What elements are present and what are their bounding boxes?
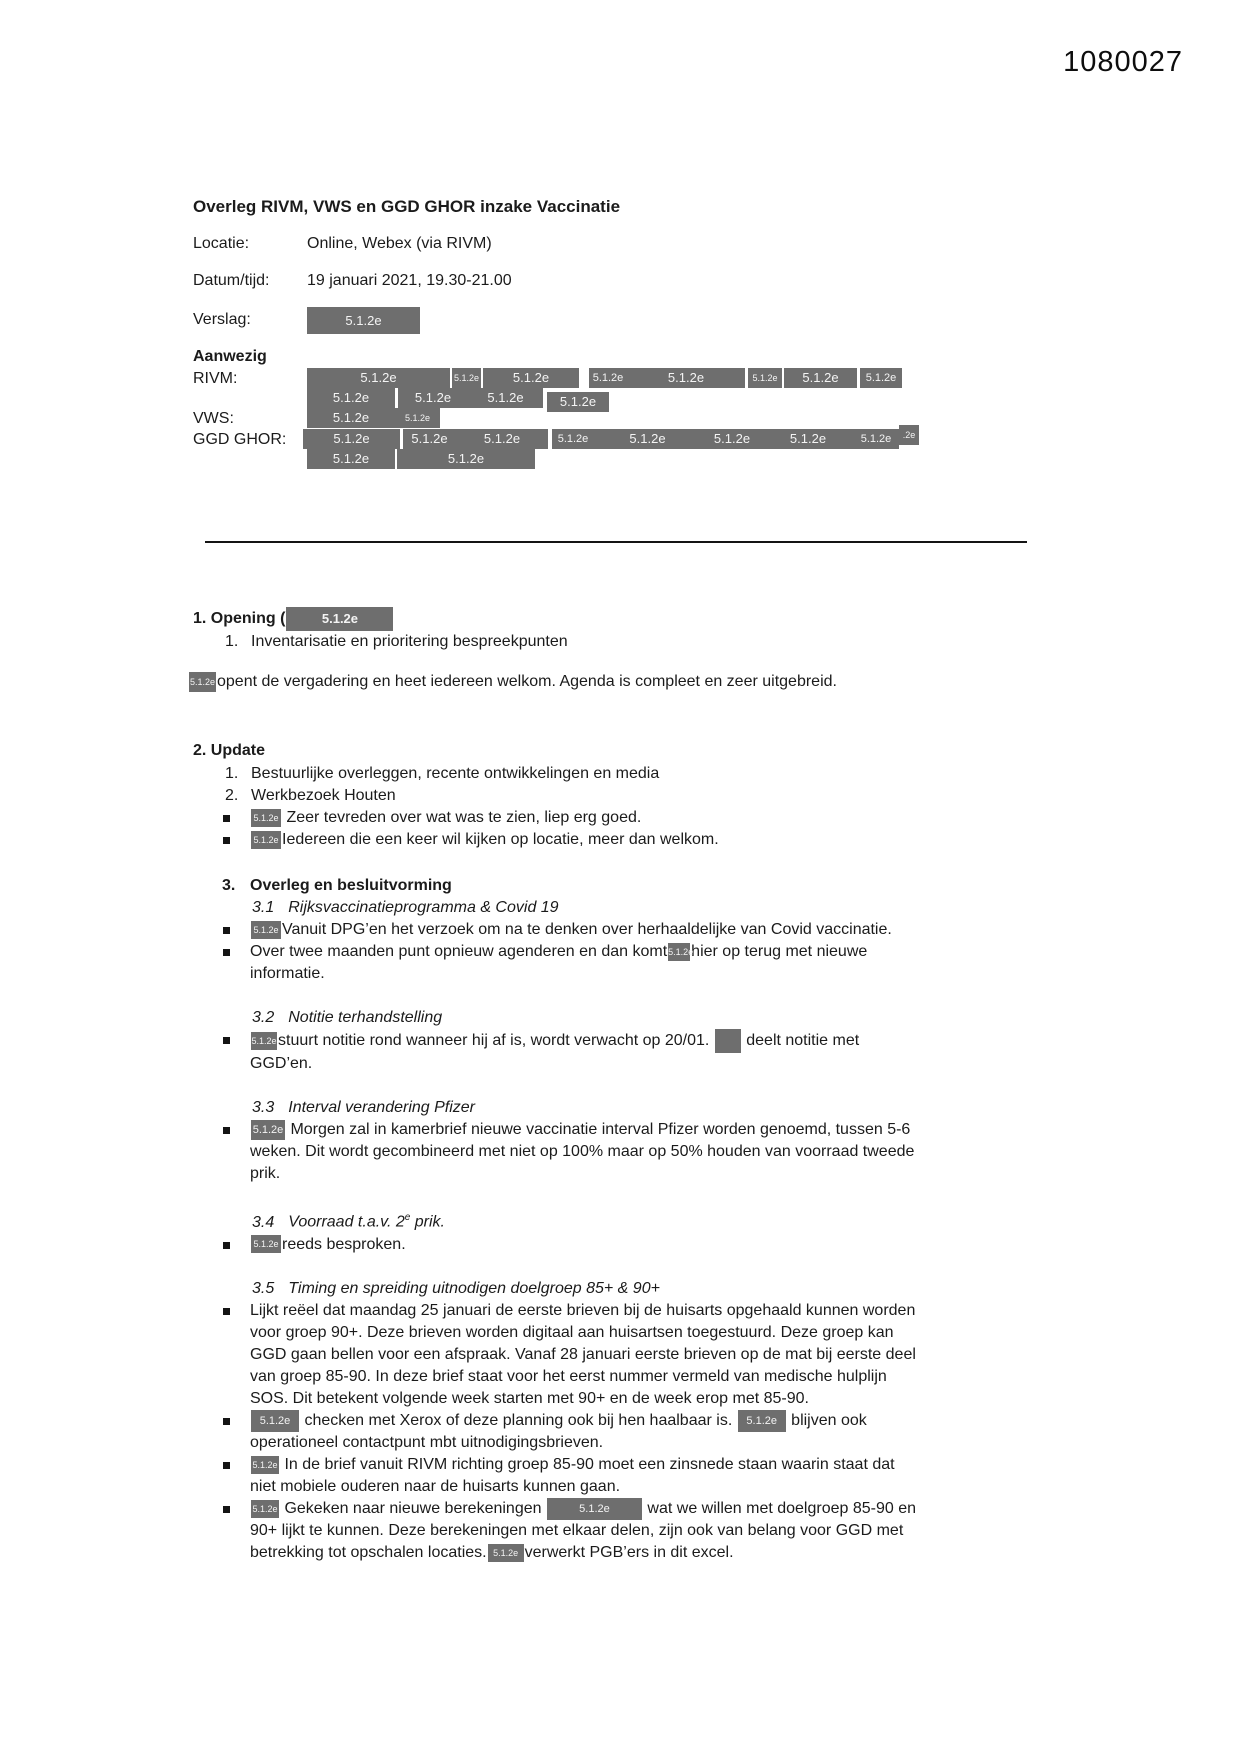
redaction-chip: 5.1.2e bbox=[307, 307, 420, 334]
field-row-locatie bbox=[193, 233, 1123, 255]
redaction-chip: 5.1.2e bbox=[398, 388, 468, 408]
subsection-number: 3.5 bbox=[252, 1279, 275, 1297]
redaction-chip: 5.1.2e bbox=[307, 388, 395, 408]
redaction-chip: 5.1.2e bbox=[395, 408, 440, 428]
bullet-marker-icon bbox=[223, 1506, 230, 1513]
redaction-chip: 5.1.2e bbox=[701, 429, 763, 449]
bullet-marker-icon bbox=[223, 1242, 230, 1249]
bullet-item bbox=[193, 1454, 1123, 1498]
numbered-list-item bbox=[193, 631, 1123, 653]
redaction-chip: 5.1.2e bbox=[738, 1410, 786, 1432]
bullet-text bbox=[250, 1234, 918, 1256]
numbered-list-item bbox=[193, 763, 1123, 785]
bullet-item bbox=[193, 829, 1123, 851]
text-run: prik. bbox=[410, 1213, 445, 1231]
redaction-chip: 5.1.2e bbox=[860, 368, 902, 388]
text-run: Interval verandering Pfizer bbox=[288, 1099, 476, 1117]
bullet-marker-icon bbox=[223, 1308, 230, 1315]
text-run: deelt notitie met GGD’en. bbox=[250, 1032, 860, 1073]
subsection-number: 3.2 bbox=[252, 1009, 275, 1027]
bullet-text bbox=[250, 1119, 918, 1185]
section-heading bbox=[193, 875, 1123, 897]
attendee-label: VWS: bbox=[193, 410, 234, 427]
text-run: Gekeken naar nieuwe berekeningen bbox=[280, 1500, 546, 1518]
field-value: Online, Webex (via RIVM) bbox=[307, 235, 492, 252]
subsection-heading bbox=[252, 1097, 1123, 1119]
bullet-marker-icon bbox=[223, 927, 230, 934]
redaction-chip: 5.1.2e bbox=[189, 672, 216, 692]
field-label: Locatie: bbox=[193, 235, 250, 252]
bullet-item bbox=[193, 1234, 1123, 1256]
redaction-chip: 5.1.2e bbox=[307, 408, 395, 428]
redaction-chip: 5.1.2e bbox=[748, 368, 782, 388]
aanwezig-heading: Aanwezig bbox=[193, 348, 267, 365]
redaction-chip: .2e bbox=[899, 425, 919, 445]
attendee-redactions bbox=[307, 429, 1123, 469]
redaction-chip: 5.1.2e bbox=[251, 1410, 299, 1432]
text-run: checken met Xerox of deze planning ook bij hen haalbaar is. bbox=[300, 1411, 737, 1429]
bullet-text bbox=[250, 919, 918, 941]
attendee-redactions bbox=[307, 368, 1123, 408]
bullet-text bbox=[250, 829, 918, 851]
section-number: 3. bbox=[222, 877, 236, 895]
redaction-chip: 5.1.2e bbox=[251, 809, 281, 827]
redaction-chip: 5.1.2e bbox=[403, 429, 456, 449]
redaction-chip: 5.1.2e bbox=[589, 368, 627, 388]
redaction-chip: 5.1.2e bbox=[456, 429, 548, 449]
redaction-chip: 5.1.2e bbox=[251, 921, 281, 939]
bullet-item bbox=[193, 1119, 1123, 1185]
bullet-marker-icon bbox=[223, 949, 230, 956]
bullet-marker-icon bbox=[223, 1462, 230, 1469]
spacer bbox=[193, 1256, 1123, 1278]
section-heading bbox=[193, 739, 1123, 763]
attendee-redactions bbox=[307, 408, 1123, 429]
subsection-number: 3.1 bbox=[252, 899, 275, 917]
attendee-row bbox=[193, 429, 1123, 469]
field-row-verslag bbox=[193, 306, 1123, 334]
redaction-chip: 5.1.2e bbox=[547, 392, 609, 412]
attendee-label: RIVM: bbox=[193, 370, 238, 387]
redaction-chip: 5.1.2e bbox=[468, 388, 543, 408]
redaction-chip bbox=[715, 1029, 741, 1053]
list-item-text: Bestuurlijke overleggen, recente ontwikkelingen en media bbox=[251, 765, 660, 783]
doc-number: 1080027 bbox=[1063, 46, 1183, 78]
section-heading bbox=[193, 607, 1123, 631]
attendee-label: GGD GHOR: bbox=[193, 431, 287, 448]
text-run: reeds besproken. bbox=[282, 1235, 406, 1253]
text-run: hier op terug met nieuwe informatie. bbox=[250, 943, 868, 983]
list-item-text: Inventarisatie en prioritering bespreekpunten bbox=[251, 633, 568, 651]
bullet-marker-icon bbox=[223, 815, 230, 822]
spacer bbox=[193, 1075, 1123, 1097]
subsection-heading bbox=[252, 1207, 1123, 1233]
redaction-chip: 5.1.2e bbox=[627, 368, 745, 388]
redaction-chip-row bbox=[307, 408, 1123, 428]
redaction-chip-row bbox=[307, 368, 1123, 388]
text-run: Iedereen die een keer wil kijken op locatie, meer dan welkom. bbox=[282, 831, 719, 849]
text-run: Vanuit DPG’en het verzoek om na te denken over herhaaldelijke van Covid vaccinatie. bbox=[282, 921, 892, 939]
field-row-datum bbox=[193, 270, 1123, 292]
field-value: 19 januari 2021, 19.30-21.00 bbox=[307, 272, 512, 289]
redaction-chip: 5.1.2e bbox=[397, 449, 535, 469]
redaction-chip: 5.1.2e bbox=[307, 449, 395, 469]
redaction-chip: 5.1.2e bbox=[594, 429, 701, 449]
text-run: wat we willen met doelgroep 85-90 en 90+ lijkt te kunnen. Deze berekeningen met elkaar delen, zijn ook van belang voor GGD met betrekking tot opschalen locaties. bbox=[250, 1500, 917, 1562]
list-item-number: 2. bbox=[225, 787, 239, 805]
redaction-chip: 5.1.2e bbox=[547, 1498, 642, 1520]
redaction-chip: 5.1.2e bbox=[303, 429, 400, 449]
document-body bbox=[189, 543, 1123, 1564]
bullet-item bbox=[193, 807, 1123, 829]
text-run: Lijkt reëel dat maandag 25 januari de eerste brieven bij de huisarts opgehaald kunnen worden voor groep 90+. Deze brieven worden digitaal aan huisartsen toegestuurd. Deze groep kan GGD gaan bellen voor een afspraak. Vanaf 28 januari eerste brieven op de mat bij eerste deel van groep 85-90. In deze brief staat voor het eerst nummer vermeld van medische hulplijn SOS. Dit betekent volgende week starten met 90+ en de week erop met 85-90. bbox=[250, 1301, 916, 1407]
bullet-item bbox=[193, 919, 1123, 941]
spacer bbox=[193, 985, 1123, 1007]
bullet-item bbox=[193, 1410, 1123, 1454]
doc-title: Overleg RIVM, VWS en GGD GHOR inzake Vaccinatie bbox=[193, 197, 621, 216]
attendee-list bbox=[193, 368, 1123, 469]
text-run: In de brief vanuit RIVM richting groep 85-90 moet een zinsnede staan waarin staat dat niet mobiele ouderen naar de huisarts kunnen gaan. bbox=[250, 1455, 895, 1495]
bullet-text bbox=[250, 1300, 918, 1410]
bullet-item bbox=[193, 1300, 1123, 1410]
redaction-chip: 5.1.2e bbox=[763, 429, 853, 449]
subsection-number: 3.3 bbox=[252, 1099, 275, 1117]
text-run: Zeer tevreden over wat was te zien, liep erg goed. bbox=[282, 809, 642, 827]
text-run: blijven ook operationeel contactpunt mbt uitnodigingsbrieven. bbox=[250, 1411, 867, 1451]
bullet-marker-icon bbox=[223, 837, 230, 844]
redaction-chip: 5.1.2e bbox=[452, 368, 481, 388]
numbered-list-item bbox=[193, 785, 1123, 807]
bullet-text bbox=[250, 941, 918, 985]
redaction-chip: 5.1.2e bbox=[251, 1456, 279, 1474]
bullet-item bbox=[193, 1029, 1123, 1075]
text-run: 2. Update bbox=[193, 742, 266, 760]
text-run: Voorraad t.a.v. 2 bbox=[288, 1213, 405, 1231]
bullet-marker-icon bbox=[223, 1418, 230, 1425]
bullet-marker-icon bbox=[223, 1127, 230, 1134]
text-run: 1. Opening ( bbox=[193, 610, 286, 628]
spacer bbox=[193, 653, 1123, 671]
redaction-chip: 5.1.2e bbox=[251, 1120, 285, 1140]
redaction-chip: 5.1.2e bbox=[853, 429, 899, 449]
text-run: Timing en spreiding uitnodigen doelgroep 85+ & 90+ bbox=[288, 1279, 660, 1297]
text-run: Morgen zal in kamerbrief nieuwe vaccinatie interval Pfizer worden genoemd, tussen 5-6 weken. Dit wordt gecombineerd met niet op 100% maar op 50% houden van voorraad tweede prik. bbox=[250, 1121, 915, 1183]
redaction-chip-row bbox=[307, 449, 1123, 469]
subsection-heading bbox=[252, 897, 1123, 919]
list-item-number: 1. bbox=[225, 633, 239, 651]
superscript-text: e bbox=[404, 1212, 411, 1224]
redaction-chip: 5.1.2e bbox=[784, 368, 857, 388]
spacer bbox=[193, 543, 1123, 607]
document-content bbox=[189, 196, 1123, 1564]
paragraph bbox=[188, 671, 1108, 693]
redaction-chip: 5.1.2e bbox=[552, 429, 594, 449]
text-run: Rijksvaccinatieprogramma & Covid 19 bbox=[288, 899, 559, 917]
subsection-number: 3.4 bbox=[252, 1213, 275, 1231]
text-run: verwerkt PGB’ers in dit excel. bbox=[524, 1544, 734, 1562]
text-run: stuurt notitie rond wanneer hij af is, wordt verwacht op 20/01. bbox=[278, 1032, 714, 1050]
spacer bbox=[193, 851, 1123, 875]
redaction-chip: 5.1.2e bbox=[251, 1500, 279, 1518]
spacer bbox=[193, 693, 1123, 739]
redaction-chip: 5.1.2e bbox=[307, 368, 450, 388]
bullet-text bbox=[250, 1498, 918, 1564]
list-item-number: 1. bbox=[225, 765, 239, 783]
text-run: opent de vergadering en heet iedereen welkom. Agenda is compleet en zeer uitgebreid. bbox=[217, 673, 837, 691]
list-item-text: Werkbezoek Houten bbox=[251, 787, 396, 805]
attendee-row bbox=[193, 408, 1123, 429]
redaction-chip-row bbox=[307, 388, 1123, 408]
bullet-item bbox=[193, 941, 1123, 985]
field-label: Verslag: bbox=[193, 311, 251, 328]
redaction-chip: 5.1.2e bbox=[668, 943, 690, 961]
section-title: Overleg en besluitvorming bbox=[250, 877, 452, 895]
subsection-heading bbox=[252, 1278, 1123, 1300]
spacer bbox=[193, 1185, 1123, 1207]
field-label: Datum/tijd: bbox=[193, 272, 270, 289]
bullet-text bbox=[250, 1029, 918, 1075]
redaction-chip: 5.1.2e bbox=[483, 368, 579, 388]
subsection-heading bbox=[252, 1007, 1123, 1029]
redaction-chip: 5.1.2e bbox=[488, 1544, 524, 1562]
redaction-chip: 5.1.2e bbox=[251, 831, 281, 849]
attendee-row bbox=[193, 368, 1123, 408]
bullet-text bbox=[250, 1410, 918, 1454]
bullet-item bbox=[193, 1498, 1123, 1564]
redaction-chip-row bbox=[307, 429, 1123, 449]
bullet-text bbox=[250, 1454, 918, 1498]
redaction-chip: 5.1.2e bbox=[251, 1235, 281, 1253]
redaction-chip: 5.1.2e bbox=[251, 1032, 277, 1050]
bullet-text bbox=[250, 807, 918, 829]
text-run: Notitie terhandstelling bbox=[288, 1009, 443, 1027]
redaction-chip: 5.1.2e bbox=[286, 607, 393, 631]
bullet-marker-icon bbox=[223, 1037, 230, 1044]
text-run: Over twee maanden punt opnieuw agenderen en dan komt bbox=[250, 943, 668, 961]
